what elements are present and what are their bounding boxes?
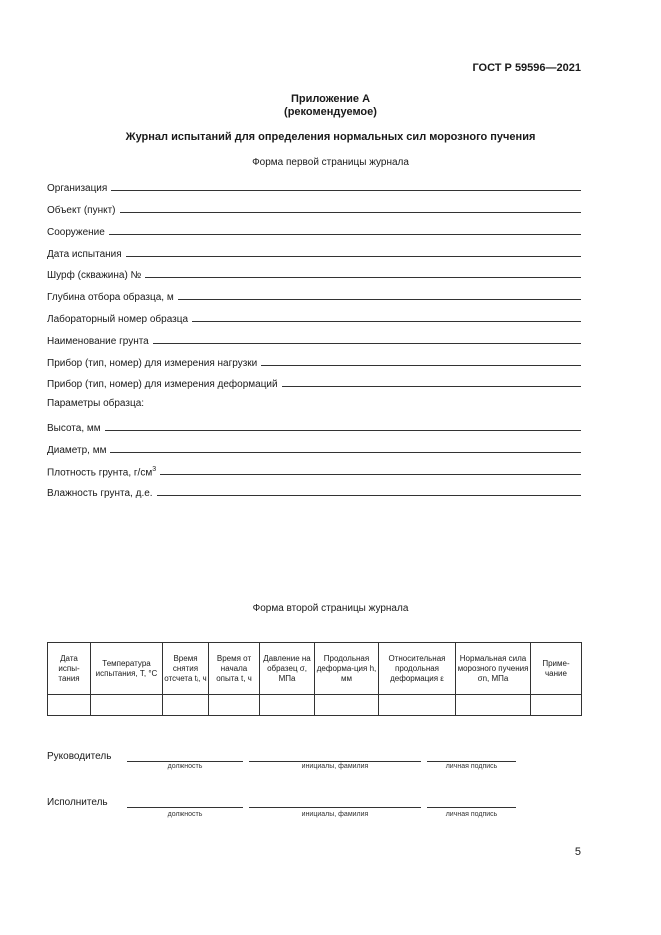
col-header: Дата испы-тания — [48, 643, 91, 695]
field-sample-depth — [47, 287, 581, 303]
field-label: Прибор (тип, номер) для измерения нагрузки — [47, 358, 258, 369]
field-density — [47, 462, 581, 478]
field-label: Лабораторный номер образца — [47, 314, 189, 325]
field-diameter — [47, 440, 581, 456]
params-heading: Параметры образца: — [47, 398, 145, 409]
fill-line[interactable] — [105, 430, 581, 431]
density-label: Плотность грунта, г/см — [47, 467, 153, 478]
fill-line[interactable] — [109, 234, 581, 235]
field-pit-number — [47, 265, 581, 281]
signature-line[interactable] — [427, 761, 516, 762]
hint-signature: личная подпись — [445, 811, 498, 818]
fill-line[interactable] — [110, 452, 581, 453]
col-header: Продольная деформа-ция h, мм — [315, 643, 379, 695]
page-number: 5 — [574, 846, 581, 858]
field-organization — [47, 178, 581, 194]
fill-line[interactable] — [282, 386, 581, 387]
table-cell[interactable] — [260, 695, 315, 716]
field-label: Дата испытания — [47, 249, 122, 260]
field-label: Влажность грунта, д.е. — [47, 488, 153, 499]
col-header: Температура испытания, T, °C — [91, 643, 163, 695]
position-line[interactable] — [127, 761, 243, 762]
density-sup: 3 — [152, 465, 157, 473]
fill-line[interactable] — [192, 321, 581, 322]
field-structure — [47, 222, 581, 238]
col-header: Время от начала опыта t, ч — [209, 643, 260, 695]
name-line[interactable] — [249, 807, 421, 808]
journal-title: Журнал испытаний для определения нормальных сил морозного пучения — [125, 131, 536, 143]
field-height — [47, 418, 581, 434]
field-test-date — [47, 244, 581, 260]
role-supervisor: Руководитель — [47, 751, 112, 762]
table-cell[interactable] — [163, 695, 209, 716]
form1-title: Форма первой страницы журнала — [252, 157, 409, 168]
col-header: Приме-чание — [531, 643, 582, 695]
table-cell[interactable] — [379, 695, 456, 716]
field-label — [47, 466, 160, 478]
name-line[interactable] — [249, 761, 421, 762]
table-row — [48, 695, 582, 716]
journal-table — [47, 642, 582, 716]
fill-line[interactable] — [126, 256, 581, 257]
role-executor: Исполнитель — [47, 797, 108, 808]
fill-line[interactable] — [178, 299, 581, 300]
table-cell[interactable] — [91, 695, 163, 716]
hint-name: инициалы, фамилия — [301, 763, 369, 770]
field-load-device — [47, 353, 581, 369]
table-cell[interactable] — [315, 695, 379, 716]
table-cell[interactable] — [48, 695, 91, 716]
field-moisture — [47, 483, 581, 499]
field-soil-name — [47, 331, 581, 347]
table-header-row — [48, 643, 582, 695]
appendix-title: Приложение А — [290, 93, 371, 105]
hint-position: должность — [167, 811, 203, 818]
fill-line[interactable] — [160, 474, 581, 475]
signature-line[interactable] — [427, 807, 516, 808]
field-label: Наименование грунта — [47, 336, 149, 347]
hint-signature: личная подпись — [445, 763, 498, 770]
col-header: Время снятия отсчета tᵢ, ч — [163, 643, 209, 695]
table-cell[interactable] — [456, 695, 531, 716]
field-lab-number — [47, 309, 581, 325]
hint-position: должность — [167, 763, 203, 770]
field-label: Шурф (скважина) № — [47, 270, 142, 281]
field-deformation-device — [47, 374, 581, 390]
col-header: Давление на образец σ, МПа — [260, 643, 315, 695]
hint-name: инициалы, фамилия — [301, 811, 369, 818]
fill-line[interactable] — [153, 343, 581, 344]
field-label: Глубина отбора образца, м — [47, 292, 174, 303]
field-label: Диаметр, мм — [47, 445, 107, 456]
field-label: Объект (пункт) — [47, 205, 116, 216]
standard-number: ГОСТ Р 59596—2021 — [472, 62, 581, 74]
field-object — [47, 200, 581, 216]
form2-title: Форма второй страницы журнала — [252, 603, 409, 614]
fill-line[interactable] — [157, 495, 581, 496]
col-header: Нормальная сила морозного пучения σn, МПа — [456, 643, 531, 695]
field-label: Организация — [47, 183, 108, 194]
fill-line[interactable] — [120, 212, 582, 213]
field-label: Прибор (тип, номер) для измерения деформаций — [47, 379, 278, 390]
fill-line[interactable] — [261, 365, 581, 366]
field-label: Сооружение — [47, 227, 105, 238]
col-header: Относительная продольная деформация ε — [379, 643, 456, 695]
fill-line[interactable] — [145, 277, 581, 278]
table-cell[interactable] — [531, 695, 582, 716]
appendix-subtitle: (рекомендуемое) — [284, 106, 377, 118]
fill-line[interactable] — [111, 190, 581, 191]
position-line[interactable] — [127, 807, 243, 808]
field-label: Высота, мм — [47, 423, 101, 434]
table-cell[interactable] — [209, 695, 260, 716]
